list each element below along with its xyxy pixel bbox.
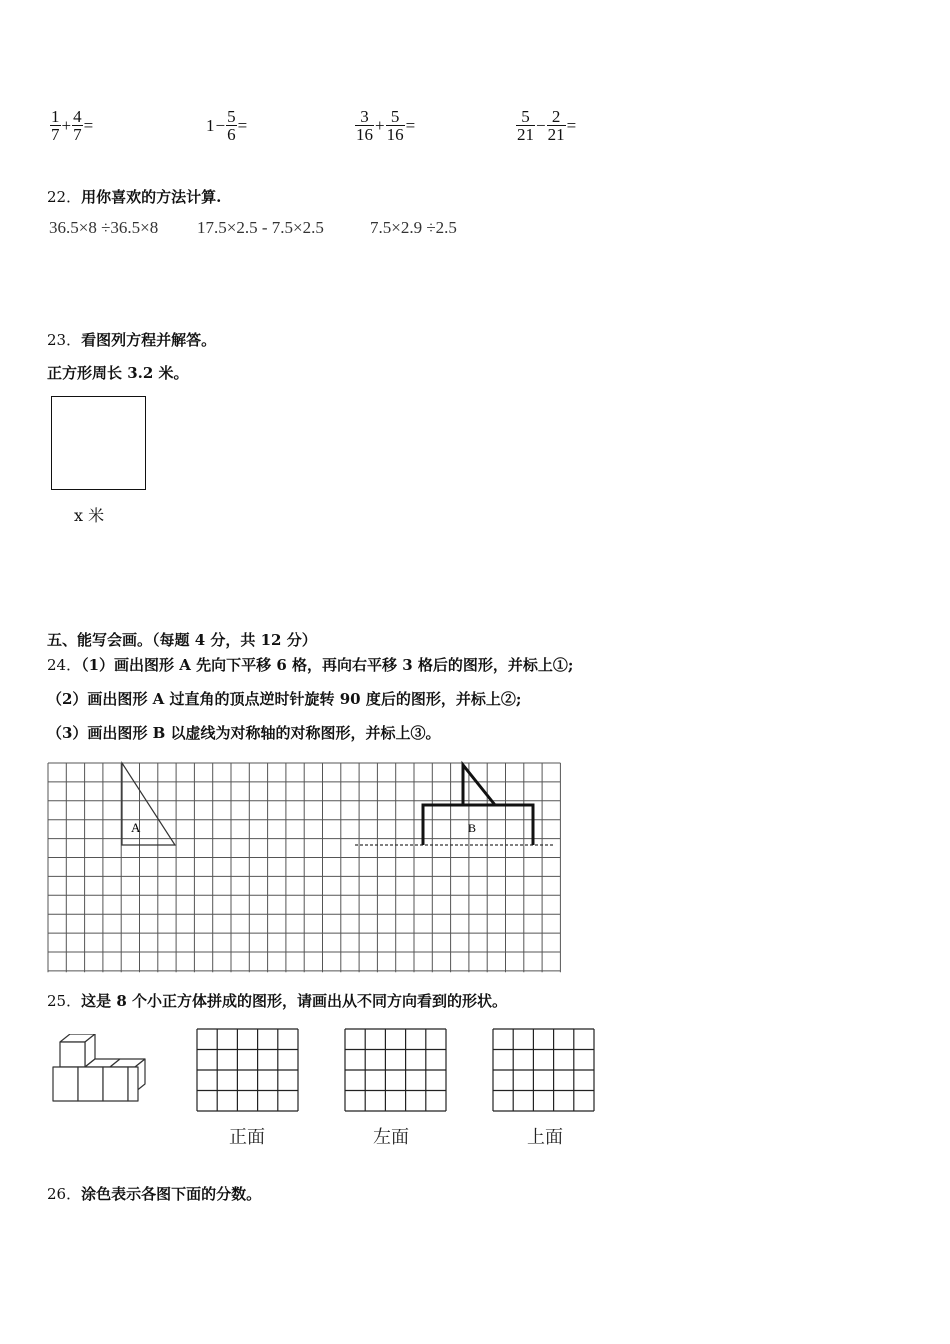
equals-sign: = (237, 115, 248, 135)
q22-number: 22． (47, 188, 82, 206)
q26-heading (47, 1183, 261, 1204)
denominator: 6 (227, 125, 236, 144)
operator: + (375, 115, 385, 135)
operator: + (61, 115, 72, 135)
q25-number: 25． (47, 992, 82, 1010)
denominator: 21 (547, 125, 565, 144)
equals-sign: = (83, 115, 94, 135)
denominator: 7 (51, 125, 60, 144)
denominator: 16 (356, 125, 373, 144)
view-label-top: 上面 (527, 1127, 563, 1148)
shape-b-label: B (468, 821, 477, 835)
q22-expr-1: 36.5×8 ÷36.5×8 (49, 218, 159, 237)
q22-expr-2: 17.5×2.5 - 7.5×2.5 (197, 218, 324, 237)
denominator: 21 (517, 125, 534, 144)
operator: − (215, 115, 226, 135)
denominator: 7 (73, 125, 82, 144)
q24-line-3: （3）画出图形 B 以虚线为对称轴的对称图形，并标上③。 (47, 724, 441, 742)
view-grid-left (345, 1029, 446, 1111)
q24-line-1-text: （1）画出图形 A 先向下平移 6 格，再向右平移 3 格后的图形，并标上①; (81, 656, 574, 674)
numerator: 4 (73, 107, 82, 126)
section-5-title: 五、能写会画。（每题 4 分，共 12 分） (47, 631, 317, 649)
numerator: 5 (521, 107, 530, 126)
view-grid-front (197, 1029, 298, 1111)
q23-text: 看图列方程并解答。 (81, 331, 217, 349)
q22-text: 用你喜欢的方法计算. (81, 188, 222, 206)
q22-expr-3: 7.5×2.9 ÷2.5 (370, 218, 457, 237)
equals-sign: = (566, 115, 577, 135)
view-label-front: 正面 (229, 1127, 265, 1148)
lead-number: 1 (206, 115, 215, 135)
q24-number: 24． (47, 656, 82, 674)
q24-line-2: （2）画出图形 A 过直角的顶点逆时针旋转 90 度后的图形，并标上②; (47, 690, 522, 708)
denominator: 16 (386, 125, 404, 144)
shape-a-label: A (131, 820, 141, 835)
numerator: 2 (551, 107, 561, 126)
q26-number: 26． (47, 1185, 82, 1203)
view-grid-top (493, 1029, 594, 1111)
operator: − (536, 115, 546, 135)
q25-text: 这是 8 个小正方体拼成的图形，请画出从不同方向看到的形状。 (81, 992, 507, 1010)
q23-subtext: 正方形周长 3.2 米。 (47, 364, 189, 382)
numerator: 5 (227, 107, 236, 126)
equals-sign: = (405, 115, 416, 135)
numerator: 5 (390, 107, 400, 126)
q23-number: 23． (47, 331, 82, 349)
square-side-label: x 米 (74, 506, 105, 525)
numerator: 1 (51, 107, 60, 126)
view-label-left: 左面 (373, 1127, 409, 1148)
q26-text: 涂色表示各图下面的分数。 (81, 1185, 262, 1203)
numerator: 3 (360, 107, 369, 126)
